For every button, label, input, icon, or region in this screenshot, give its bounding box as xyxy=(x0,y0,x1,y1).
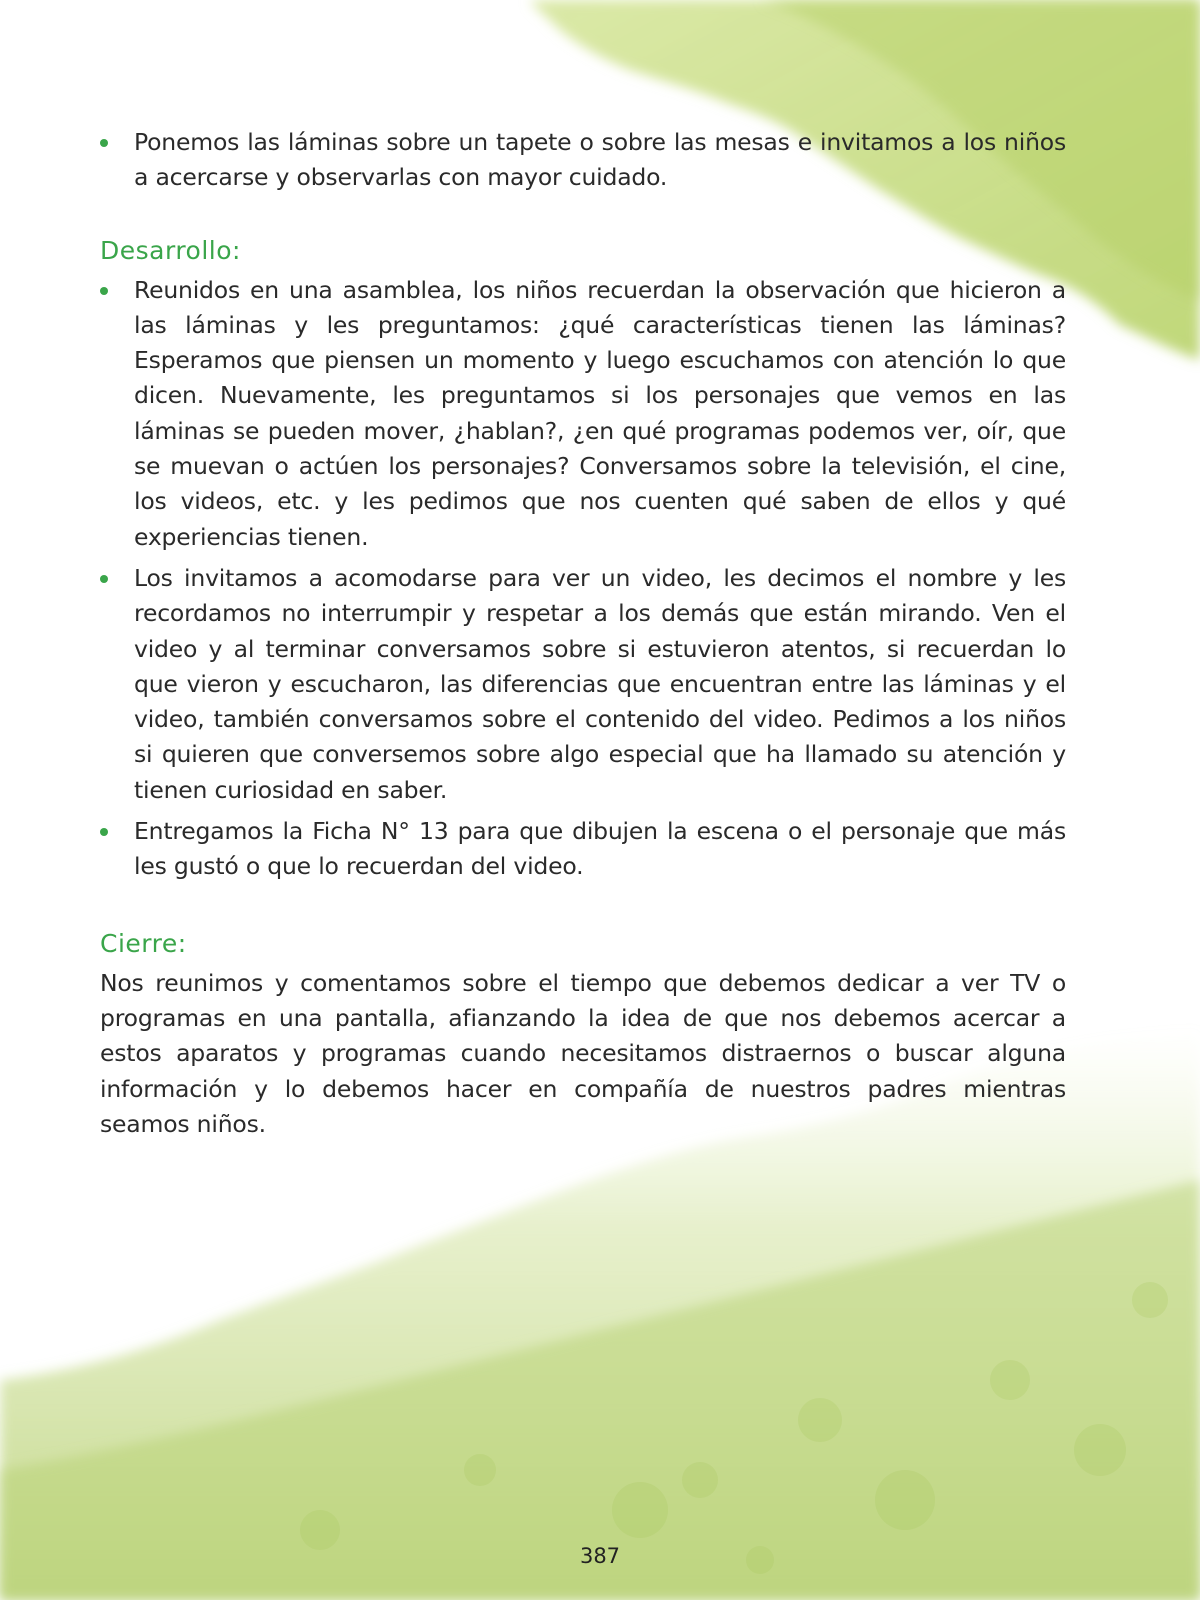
intro-list xyxy=(100,125,1066,196)
section-heading-desarrollo: Desarrollo: xyxy=(100,235,241,265)
list-item xyxy=(100,814,1066,885)
list-item-text: Entregamos la Ficha N° 13 para que dibujen la escena o el personaje que más les gustó o que lo recuerdan del video. xyxy=(134,817,1066,881)
cierre-paragraph: Nos reunimos y comentamos sobre el tiempo que debemos dedicar a ver TV o programas en una pantalla, afianzando la idea de que nos debemos acercar a estos aparatos y programas cuando necesitamos distraernos o buscar alguna información y lo debemos hacer en compañía de nuestros padres mientras seamos niños. xyxy=(100,968,1066,1138)
list-item xyxy=(100,125,1066,196)
list-item-text: Ponemos las láminas sobre un tapete o sobre las mesas e invitamos a los niños a acercarse y observarlas con mayor cuidado. xyxy=(134,128,1066,192)
list-item xyxy=(100,273,1066,555)
bullet-icon xyxy=(100,139,108,147)
page-number: 387 xyxy=(579,1544,621,1568)
bullet-icon xyxy=(100,287,108,295)
list-item-text: Los invitamos a acomodarse para ver un video, les decimos el nombre y les recordamos no interrumpir y respetar a los demás que están mirando. Ven el video y al terminar conversamos sobre si estuvieron atentos, si recuerdan lo que vieron y escucharon, las diferencias que encuentran entre las láminas y el video, también conversamos sobre el contenido del video. Pedimos a los niños si quieren que conversemos sobre algo especial que ha llamado su atención y tienen curiosidad en saber. xyxy=(134,563,1066,804)
list-item-text: Reunidos en una asamblea, los niños recuerdan la observación que hicieron a las láminas y les preguntamos: ¿qué características tienen las láminas? Esperamos que piensen un momento y luego escuchamos con atención lo que dicen. Nuevamente, les preguntamos si los personajes que vemos en las láminas se pueden mover, ¿hablan?, ¿en qué programas podemos ver, oír, que se muevan o actúen los personajes? Conversamos sobre la televisión, el cine, los videos, etc. y les pedimos que nos cuenten qué saben de ellos y qué experiencias tienen. xyxy=(134,275,1066,551)
section-heading-cierre: Cierre: xyxy=(100,928,187,958)
bullet-icon xyxy=(100,828,108,836)
list-item xyxy=(100,561,1066,808)
desarrollo-list xyxy=(100,273,1066,885)
bullet-icon xyxy=(100,575,108,583)
page-content xyxy=(100,125,1066,1142)
